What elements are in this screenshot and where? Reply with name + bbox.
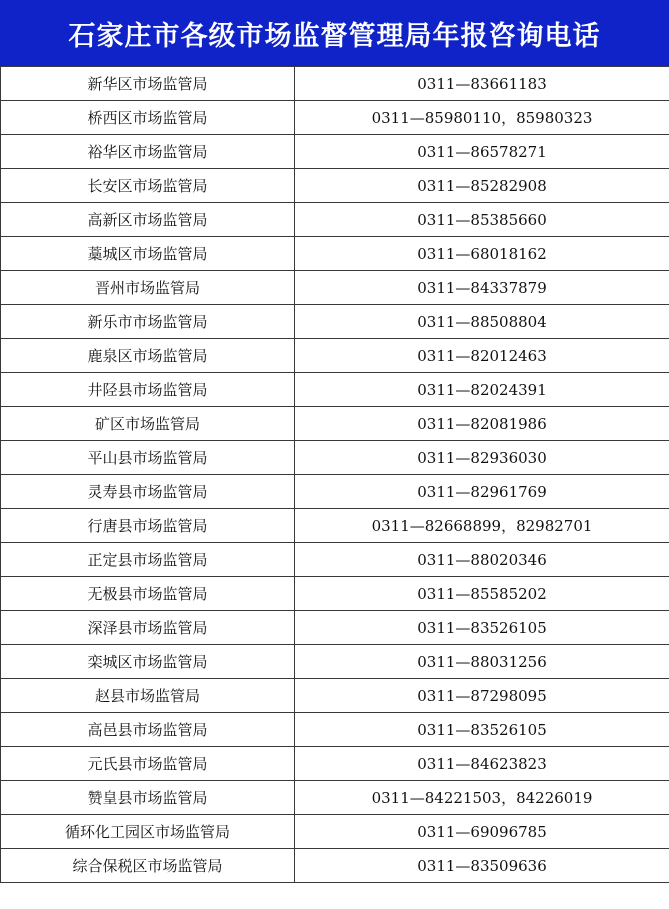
phone-number-cell: 0311—86578271	[295, 135, 669, 169]
page-title: 石家庄市各级市场监督管理局年报咨询电话	[0, 0, 669, 66]
table-row	[1, 747, 669, 781]
phone-number-cell: 0311—84337879	[295, 271, 669, 305]
bureau-name-cell: 综合保税区市场监管局	[1, 849, 295, 883]
bureau-name-cell: 深泽县市场监管局	[1, 611, 295, 645]
bureau-name-cell: 赞皇县市场监管局	[1, 781, 295, 815]
bureau-name-cell: 行唐县市场监管局	[1, 509, 295, 543]
phone-number-cell: 0311—83526105	[295, 611, 669, 645]
table-row	[1, 815, 669, 849]
bureau-name-cell: 平山县市场监管局	[1, 441, 295, 475]
bureau-name-cell: 矿区市场监管局	[1, 407, 295, 441]
table-row	[1, 237, 669, 271]
table-row	[1, 679, 669, 713]
phone-number-cell: 0311—69096785	[295, 815, 669, 849]
table-row	[1, 271, 669, 305]
bureau-name-cell: 裕华区市场监管局	[1, 135, 295, 169]
bureau-name-cell: 高邑县市场监管局	[1, 713, 295, 747]
bureau-name-cell: 无极县市场监管局	[1, 577, 295, 611]
table-row	[1, 577, 669, 611]
table-row	[1, 645, 669, 679]
phone-number-cell: 0311—83509636	[295, 849, 669, 883]
table-row	[1, 135, 669, 169]
phone-number-cell: 0311—68018162	[295, 237, 669, 271]
table-row	[1, 169, 669, 203]
bureau-name-cell: 栾城区市场监管局	[1, 645, 295, 679]
table-row	[1, 475, 669, 509]
phone-number-cell: 0311—82961769	[295, 475, 669, 509]
phone-number-cell: 0311—82081986	[295, 407, 669, 441]
table-row	[1, 67, 669, 101]
bureau-name-cell: 新乐市市场监管局	[1, 305, 295, 339]
bureau-name-cell: 高新区市场监管局	[1, 203, 295, 237]
phone-number-cell: 0311—82024391	[295, 373, 669, 407]
phone-number-cell: 0311—85980110，85980323	[295, 101, 669, 135]
bureau-name-cell: 长安区市场监管局	[1, 169, 295, 203]
table-row	[1, 509, 669, 543]
table-row	[1, 849, 669, 883]
table-row	[1, 407, 669, 441]
bureau-name-cell: 循环化工园区市场监管局	[1, 815, 295, 849]
phone-number-cell: 0311—84623823	[295, 747, 669, 781]
bureau-name-cell: 藁城区市场监管局	[1, 237, 295, 271]
table-row	[1, 781, 669, 815]
contact-table-body	[1, 67, 669, 883]
contact-table	[0, 66, 669, 883]
phone-number-cell: 0311—87298095	[295, 679, 669, 713]
phone-number-cell: 0311—83661183	[295, 67, 669, 101]
phone-number-cell: 0311—88508804	[295, 305, 669, 339]
table-row	[1, 203, 669, 237]
phone-number-cell: 0311—82012463	[295, 339, 669, 373]
bureau-name-cell: 桥西区市场监管局	[1, 101, 295, 135]
bureau-name-cell: 新华区市场监管局	[1, 67, 295, 101]
table-row	[1, 441, 669, 475]
phone-number-cell: 0311—85385660	[295, 203, 669, 237]
table-row	[1, 373, 669, 407]
table-row	[1, 543, 669, 577]
bureau-name-cell: 灵寿县市场监管局	[1, 475, 295, 509]
bureau-name-cell: 晋州市场监管局	[1, 271, 295, 305]
table-row	[1, 101, 669, 135]
table-row	[1, 305, 669, 339]
phone-number-cell: 0311—82936030	[295, 441, 669, 475]
phone-number-cell: 0311—88020346	[295, 543, 669, 577]
table-row	[1, 611, 669, 645]
bureau-name-cell: 赵县市场监管局	[1, 679, 295, 713]
bureau-name-cell: 正定县市场监管局	[1, 543, 295, 577]
phone-number-cell: 0311—85585202	[295, 577, 669, 611]
phone-number-cell: 0311—83526105	[295, 713, 669, 747]
table-row	[1, 713, 669, 747]
bureau-name-cell: 元氏县市场监管局	[1, 747, 295, 781]
phone-number-cell: 0311—85282908	[295, 169, 669, 203]
phone-number-cell: 0311—84221503，84226019	[295, 781, 669, 815]
phone-number-cell: 0311—88031256	[295, 645, 669, 679]
table-row	[1, 339, 669, 373]
bureau-name-cell: 井陉县市场监管局	[1, 373, 295, 407]
phone-number-cell: 0311—82668899，82982701	[295, 509, 669, 543]
bureau-name-cell: 鹿泉区市场监管局	[1, 339, 295, 373]
